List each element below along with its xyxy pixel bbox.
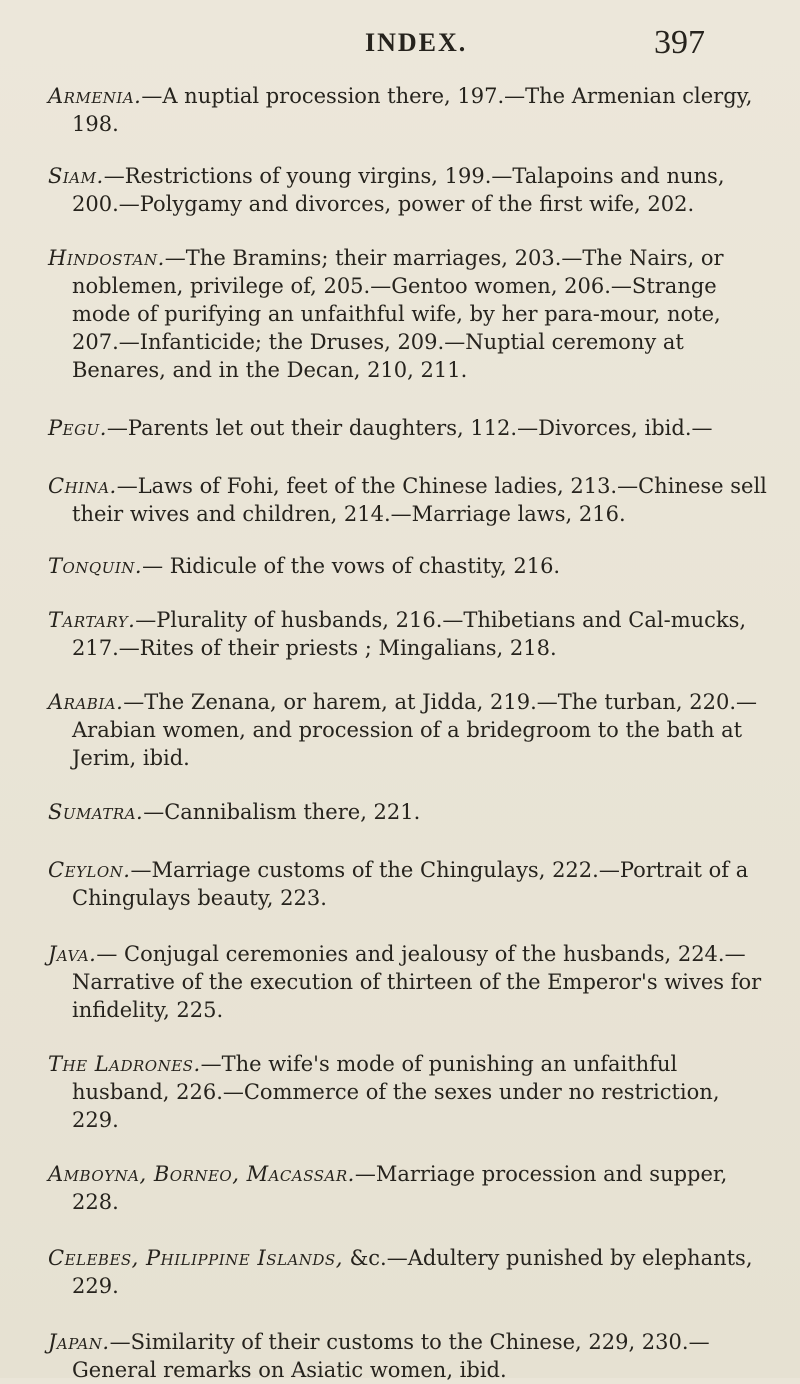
entry-heading: China. <box>48 474 117 498</box>
entry-body: —Restrictions of young virgins, 199.—Talapoins and nuns, 200.—Polygamy and divorces, power of the first wife, 202. <box>72 164 725 216</box>
entry-heading: Armenia. <box>48 84 142 108</box>
entry-body: —Similarity of their customs to the Chinese, 229, 230.—General remarks on Asiatic women, ibid. <box>72 1330 710 1382</box>
entry-body: —The Bramins; their marriages, 203.—The Nairs, or noblemen, privilege of, 205.—Gentoo women, 206.—Strange mode of purifying an unfaithful wife, by her para-mour, note, 207.—Infanticide; the Druses, 209.—Nuptial ceremony at Benares, and in the Decan, 210, 211. <box>72 246 724 382</box>
entry-heading: Sumatra. <box>48 800 144 824</box>
index-entry-ceylon <box>48 856 768 912</box>
entry-body: —A nuptial procession there, 197.—The Armenian clergy, 198. <box>72 84 753 136</box>
index-entry-celebes <box>48 1244 768 1300</box>
entry-body: — Ridicule of the vows of chastity, 216. <box>142 554 561 578</box>
index-entry-tartary <box>48 606 768 662</box>
entry-heading: Java. <box>48 942 97 966</box>
entry-heading: Celebes, Philippine Islands, <box>48 1246 343 1270</box>
index-entry-armenia <box>48 82 768 138</box>
entry-body: —Plurality of husbands, 216.—Thibetians and Cal-mucks, 217.—Rites of their priests ; Mingalians, 218. <box>72 608 747 660</box>
entry-heading: Hindostan. <box>48 246 165 270</box>
entry-body: —Marriage procession and supper, 228. <box>72 1162 728 1214</box>
entry-heading: Amboyna, Borneo, Macassar. <box>48 1162 355 1186</box>
entry-heading: Siam. <box>48 164 104 188</box>
index-entry-china <box>48 472 768 528</box>
index-entry-tonquin <box>48 552 768 580</box>
entry-body: —Marriage customs of the Chingulays, 222.—Portrait of a Chingulays beauty, 223. <box>72 858 749 910</box>
entry-body: —Laws of Fohi, feet of the Chinese ladies, 213.—Chinese sell their wives and children, 214.—Marriage laws, 216. <box>72 474 767 526</box>
entry-body: —The Zenana, or harem, at Jidda, 219.—The turban, 220.—Arabian women, and procession of a bridegroom to the bath at Jerim, ibid. <box>72 690 757 770</box>
index-entries <box>48 82 768 1384</box>
entry-body: —Cannibalism there, 221. <box>143 800 421 824</box>
entry-body: —The wife's mode of punishing an unfaithful husband, 226.—Commerce of the sexes under no restriction, 229. <box>72 1052 720 1132</box>
header-title: INDEX. <box>365 28 468 57</box>
entry-heading: Ceylon. <box>48 858 131 882</box>
index-entry-java <box>48 940 768 1024</box>
running-header <box>0 22 800 62</box>
index-entry-japan <box>48 1328 768 1384</box>
index-entry-siam <box>48 162 768 218</box>
index-entry-arabia <box>48 688 768 772</box>
entry-heading: Japan. <box>48 1330 110 1354</box>
entry-body: — Conjugal ceremonies and jealousy of the husbands, 224.—Narrative of the execution of thirteen of the Emperor's wives for infidelity, 225. <box>72 942 762 1022</box>
entry-body: &c.—Adultery punished by elephants, 229. <box>72 1246 753 1298</box>
page-number: 397 <box>654 24 705 61</box>
entry-heading: Tartary. <box>48 608 136 632</box>
index-entry-amboyna <box>48 1160 768 1216</box>
entry-heading: Pegu. <box>48 416 107 440</box>
index-entry-sumatra <box>48 798 768 826</box>
index-entry-ladrones <box>48 1050 768 1134</box>
entry-heading: Tonquin. <box>48 554 143 578</box>
entry-heading: Arabia. <box>48 690 124 714</box>
entry-heading: The Ladrones. <box>48 1052 201 1076</box>
index-entry-pegu <box>48 414 768 442</box>
index-entry-hindostan <box>48 244 768 384</box>
entry-body: —Parents let out their daughters, 112.—Divorces, ibid.— <box>106 416 713 440</box>
